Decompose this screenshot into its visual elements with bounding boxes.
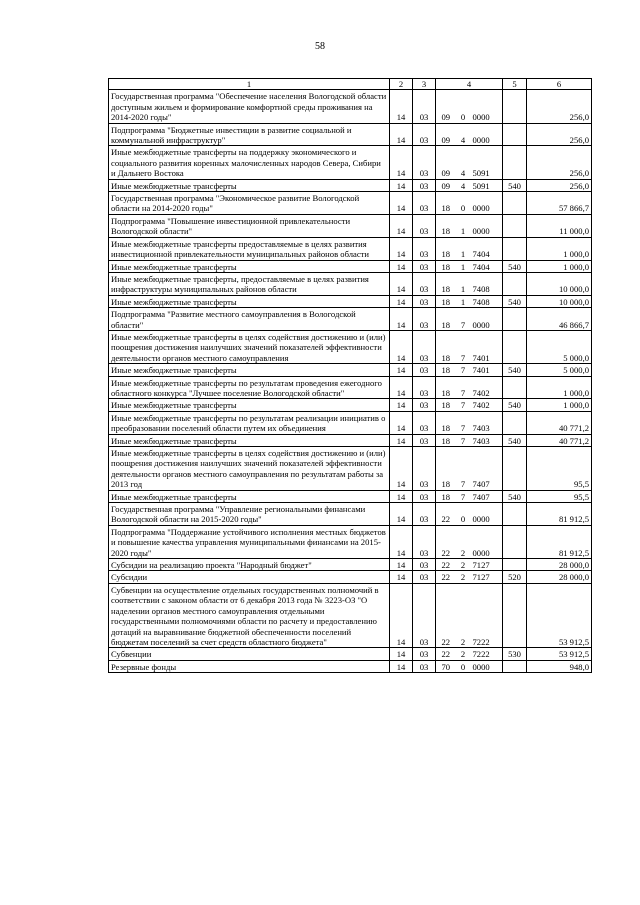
row-subsection: 03 (413, 490, 436, 502)
row-program-code: 18 (436, 295, 456, 307)
row-amount: 40 771,2 (527, 434, 592, 446)
row-name: Иные межбюджетные трансферты (109, 260, 390, 272)
row-program-code: 22 (436, 525, 456, 558)
row-subprogram-code: 1 (456, 260, 471, 272)
row-expense-type (503, 308, 527, 331)
row-program-code: 22 (436, 571, 456, 583)
row-section: 14 (390, 447, 413, 491)
row-amount: 10 000,0 (527, 295, 592, 307)
row-section: 14 (390, 571, 413, 583)
row-name: Иные межбюджетные трансферты (109, 179, 390, 191)
row-name: Субвенции (109, 648, 390, 660)
row-expense-type (503, 660, 527, 672)
row-program-code: 18 (436, 434, 456, 446)
row-subprogram-code: 2 (456, 583, 471, 647)
table-row (109, 90, 592, 123)
table-header-row (109, 79, 592, 90)
row-program-code: 18 (436, 237, 456, 260)
table-row (109, 376, 592, 399)
row-subprogram-code: 2 (456, 571, 471, 583)
row-section: 14 (390, 237, 413, 260)
row-amount: 1 000,0 (527, 260, 592, 272)
row-subprogram-code: 7 (456, 434, 471, 446)
row-section: 14 (390, 146, 413, 179)
row-name: Субвенции на осуществление отдельных государственных полномочий в соответствии с законом области от 6 декабря 2013 года № 3223-ОЗ "О наделении органов местного самоуправления отдельными государственными полномочиями области по расчету и предоставлению дотаций на выравнивание бюджетной обеспеченности поселений бюджетам поселений за счет средств областного бюджета" (109, 583, 390, 647)
row-subsection: 03 (413, 434, 436, 446)
row-expense-type (503, 123, 527, 146)
row-expense-type (503, 272, 527, 295)
row-expense-type (503, 330, 527, 363)
row-target-code: 7401 (471, 364, 503, 376)
row-expense-type (503, 237, 527, 260)
row-target-code: 0000 (471, 525, 503, 558)
row-subprogram-code: 1 (456, 272, 471, 295)
row-amount: 11 000,0 (527, 214, 592, 237)
row-target-code: 7222 (471, 648, 503, 660)
row-subprogram-code: 7 (456, 447, 471, 491)
row-name: Иные межбюджетные трансферты в целях содействия достижению и (или) поощрения достижения наилучших значений показателей эффективности деятельности органов местного самоуправления (109, 330, 390, 363)
row-subsection: 03 (413, 179, 436, 191)
header-col-1: 1 (109, 79, 390, 90)
row-section: 14 (390, 123, 413, 146)
row-subprogram-code: 4 (456, 179, 471, 191)
table-row (109, 308, 592, 331)
row-target-code: 0000 (471, 503, 503, 526)
row-name: Государственная программа "Обеспечение населения Вологодской области доступным жильем и формирование комфортной среды проживания на 2014-2020 годы" (109, 90, 390, 123)
row-name: Иные межбюджетные трансферты по результатам реализации инициатив о преобразовании поселений области путем их объединения (109, 411, 390, 434)
header-col-5: 5 (503, 79, 527, 90)
row-section: 14 (390, 660, 413, 672)
row-expense-type: 540 (503, 260, 527, 272)
table-row (109, 583, 592, 647)
row-expense-type: 530 (503, 648, 527, 660)
header-col-2: 2 (390, 79, 413, 90)
row-subprogram-code: 7 (456, 411, 471, 434)
row-section: 14 (390, 214, 413, 237)
row-amount: 10 000,0 (527, 272, 592, 295)
row-expense-type: 540 (503, 364, 527, 376)
row-name: Иные межбюджетные трансферты (109, 490, 390, 502)
row-expense-type: 540 (503, 399, 527, 411)
row-expense-type (503, 447, 527, 491)
row-target-code: 7127 (471, 571, 503, 583)
row-name: Иные межбюджетные трансферты предоставляемые в целях развития инвестиционной привлекательности муниципальных районов области (109, 237, 390, 260)
table-row (109, 571, 592, 583)
row-subsection: 03 (413, 237, 436, 260)
table-row (109, 490, 592, 502)
row-section: 14 (390, 192, 413, 215)
table-row (109, 399, 592, 411)
row-name: Подпрограмма "Развитие местного самоуправления в Вологодской области" (109, 308, 390, 331)
table-row (109, 214, 592, 237)
table-body (109, 90, 592, 673)
row-amount: 256,0 (527, 123, 592, 146)
row-expense-type (503, 503, 527, 526)
row-target-code: 5091 (471, 146, 503, 179)
table-row (109, 260, 592, 272)
row-amount: 948,0 (527, 660, 592, 672)
header-col-3: 3 (413, 79, 436, 90)
page-number: 58 (315, 41, 325, 52)
table-row (109, 434, 592, 446)
row-subsection: 03 (413, 90, 436, 123)
row-subprogram-code: 0 (456, 90, 471, 123)
row-subprogram-code: 7 (456, 364, 471, 376)
row-expense-type: 540 (503, 179, 527, 191)
row-subsection: 03 (413, 571, 436, 583)
table-row (109, 330, 592, 363)
row-target-code: 0000 (471, 660, 503, 672)
row-name: Иные межбюджетные трансферты (109, 434, 390, 446)
row-amount: 53 912,5 (527, 648, 592, 660)
row-expense-type (503, 525, 527, 558)
row-subsection: 03 (413, 525, 436, 558)
row-amount: 5 000,0 (527, 364, 592, 376)
row-target-code: 7402 (471, 399, 503, 411)
row-section: 14 (390, 525, 413, 558)
row-name: Подпрограмма "Повышение инвестиционной привлекательности Вологодской области" (109, 214, 390, 237)
row-subprogram-code: 0 (456, 660, 471, 672)
row-program-code: 18 (436, 308, 456, 331)
header-col-4: 4 (436, 79, 503, 90)
row-name: Подпрограмма "Бюджетные инвестиции в развитие социальной и коммунальной инфраструктур" (109, 123, 390, 146)
row-program-code: 18 (436, 376, 456, 399)
table-row (109, 295, 592, 307)
row-program-code: 18 (436, 330, 456, 363)
row-section: 14 (390, 411, 413, 434)
row-subprogram-code: 7 (456, 308, 471, 331)
row-amount: 1 000,0 (527, 376, 592, 399)
row-subprogram-code: 2 (456, 648, 471, 660)
row-subsection: 03 (413, 364, 436, 376)
row-program-code: 22 (436, 559, 456, 571)
row-subsection: 03 (413, 123, 436, 146)
row-program-code: 18 (436, 260, 456, 272)
row-amount: 28 000,0 (527, 559, 592, 571)
row-subsection: 03 (413, 308, 436, 331)
row-name: Иные межбюджетные трансферты (109, 295, 390, 307)
row-subsection: 03 (413, 272, 436, 295)
row-name: Иные межбюджетные трансферты по результатам проведения ежегодного областного конкурса "Лучшее поселение Вологодской области" (109, 376, 390, 399)
row-target-code: 7403 (471, 411, 503, 434)
row-subprogram-code: 4 (456, 123, 471, 146)
row-amount: 256,0 (527, 90, 592, 123)
row-name: Иные межбюджетные трансферты (109, 399, 390, 411)
row-subprogram-code: 0 (456, 192, 471, 215)
row-program-code: 70 (436, 660, 456, 672)
row-subsection: 03 (413, 330, 436, 363)
row-amount: 81 912,5 (527, 503, 592, 526)
row-target-code: 7407 (471, 447, 503, 491)
row-amount: 57 866,7 (527, 192, 592, 215)
table-row (109, 411, 592, 434)
row-subprogram-code: 7 (456, 399, 471, 411)
row-section: 14 (390, 559, 413, 571)
row-amount: 1 000,0 (527, 399, 592, 411)
row-program-code: 09 (436, 179, 456, 191)
row-program-code: 09 (436, 146, 456, 179)
row-expense-type (503, 146, 527, 179)
table-row (109, 525, 592, 558)
row-amount: 53 912,5 (527, 583, 592, 647)
row-section: 14 (390, 583, 413, 647)
row-name: Подпрограмма "Поддержание устойчивого исполнения местных бюджетов и повышение качества управления муниципальными финансами на 2015-2020 годы" (109, 525, 390, 558)
row-subsection: 03 (413, 295, 436, 307)
row-expense-type: 540 (503, 490, 527, 502)
row-amount: 40 771,2 (527, 411, 592, 434)
row-amount: 95,5 (527, 490, 592, 502)
row-subsection: 03 (413, 583, 436, 647)
row-target-code: 0000 (471, 123, 503, 146)
row-target-code: 0000 (471, 308, 503, 331)
row-expense-type (503, 583, 527, 647)
table-row (109, 447, 592, 491)
row-target-code: 7407 (471, 490, 503, 502)
row-name: Иные межбюджетные трансферты (109, 364, 390, 376)
row-section: 14 (390, 308, 413, 331)
row-subsection: 03 (413, 214, 436, 237)
row-program-code: 22 (436, 583, 456, 647)
row-subsection: 03 (413, 399, 436, 411)
row-name: Резервные фонды (109, 660, 390, 672)
row-amount: 1 000,0 (527, 237, 592, 260)
row-section: 14 (390, 376, 413, 399)
row-subprogram-code: 7 (456, 376, 471, 399)
row-amount: 5 000,0 (527, 330, 592, 363)
row-section: 14 (390, 503, 413, 526)
row-expense-type (503, 90, 527, 123)
row-program-code: 18 (436, 214, 456, 237)
row-amount: 28 000,0 (527, 571, 592, 583)
row-expense-type (503, 411, 527, 434)
row-subsection: 03 (413, 376, 436, 399)
row-subprogram-code: 1 (456, 237, 471, 260)
row-subsection: 03 (413, 260, 436, 272)
row-expense-type (503, 192, 527, 215)
row-subprogram-code: 2 (456, 559, 471, 571)
row-section: 14 (390, 330, 413, 363)
row-name: Субсидии на реализацию проекта "Народный бюджет" (109, 559, 390, 571)
row-section: 14 (390, 490, 413, 502)
row-subsection: 03 (413, 503, 436, 526)
row-section: 14 (390, 434, 413, 446)
table-row (109, 123, 592, 146)
row-target-code: 7403 (471, 434, 503, 446)
row-amount: 81 912,5 (527, 525, 592, 558)
row-subsection: 03 (413, 559, 436, 571)
row-expense-type (503, 214, 527, 237)
row-subsection: 03 (413, 411, 436, 434)
row-name: Иные межбюджетные трансферты на поддержку экономического и социального развития коренных малочисленных народов Севера, Сибири и Дальнего Востока (109, 146, 390, 179)
row-subprogram-code: 0 (456, 503, 471, 526)
row-subsection: 03 (413, 447, 436, 491)
header-col-6: 6 (527, 79, 592, 90)
row-amount: 256,0 (527, 179, 592, 191)
row-subsection: 03 (413, 192, 436, 215)
table-row (109, 559, 592, 571)
row-target-code: 0000 (471, 192, 503, 215)
row-section: 14 (390, 295, 413, 307)
row-target-code: 0000 (471, 90, 503, 123)
row-section: 14 (390, 364, 413, 376)
row-section: 14 (390, 399, 413, 411)
row-program-code: 18 (436, 364, 456, 376)
row-program-code: 18 (436, 399, 456, 411)
row-section: 14 (390, 179, 413, 191)
row-name: Иные межбюджетные трансферты в целях содействия достижению и (или) поощрения достижения наилучших значений показателей эффективности деятельности органов местного самоуправления по результатам работы за 2013 год (109, 447, 390, 491)
table-row (109, 179, 592, 191)
table-row (109, 192, 592, 215)
row-subprogram-code: 7 (456, 330, 471, 363)
row-subsection: 03 (413, 660, 436, 672)
row-name: Государственная программа "Управление региональными финансами Вологодской области на 2015-2020 годы" (109, 503, 390, 526)
row-target-code: 7401 (471, 330, 503, 363)
row-subprogram-code: 1 (456, 214, 471, 237)
row-subprogram-code: 7 (456, 490, 471, 502)
row-name: Иные межбюджетные трансферты, предоставляемые в целях развития инфраструктуры муниципальных районов области (109, 272, 390, 295)
table-row (109, 272, 592, 295)
row-name: Субсидии (109, 571, 390, 583)
row-program-code: 22 (436, 503, 456, 526)
row-target-code: 5091 (471, 179, 503, 191)
row-program-code: 09 (436, 123, 456, 146)
row-expense-type (503, 559, 527, 571)
row-target-code: 7404 (471, 260, 503, 272)
row-program-code: 18 (436, 272, 456, 295)
row-section: 14 (390, 648, 413, 660)
row-section: 14 (390, 272, 413, 295)
row-target-code: 7404 (471, 237, 503, 260)
row-program-code: 18 (436, 447, 456, 491)
row-name: Государственная программа "Экономическое развитие Вологодской области на 2014-2020 годы" (109, 192, 390, 215)
row-program-code: 18 (436, 490, 456, 502)
row-program-code: 09 (436, 90, 456, 123)
table-row (109, 146, 592, 179)
row-subprogram-code: 4 (456, 146, 471, 179)
row-subsection: 03 (413, 648, 436, 660)
row-subsection: 03 (413, 146, 436, 179)
row-target-code: 7402 (471, 376, 503, 399)
row-section: 14 (390, 260, 413, 272)
table-row (109, 648, 592, 660)
row-expense-type (503, 376, 527, 399)
row-expense-type: 540 (503, 295, 527, 307)
row-amount: 256,0 (527, 146, 592, 179)
row-program-code: 18 (436, 192, 456, 215)
row-amount: 46 866,7 (527, 308, 592, 331)
row-subprogram-code: 2 (456, 525, 471, 558)
row-program-code: 18 (436, 411, 456, 434)
row-program-code: 22 (436, 648, 456, 660)
row-target-code: 7222 (471, 583, 503, 647)
budget-table (108, 78, 592, 673)
row-section: 14 (390, 90, 413, 123)
row-target-code: 7408 (471, 295, 503, 307)
table-row (109, 364, 592, 376)
row-expense-type: 540 (503, 434, 527, 446)
row-amount: 95,5 (527, 447, 592, 491)
row-target-code: 7408 (471, 272, 503, 295)
row-target-code: 0000 (471, 214, 503, 237)
row-subprogram-code: 1 (456, 295, 471, 307)
row-expense-type: 520 (503, 571, 527, 583)
row-target-code: 7127 (471, 559, 503, 571)
table-row (109, 660, 592, 672)
table-row (109, 237, 592, 260)
table-row (109, 503, 592, 526)
